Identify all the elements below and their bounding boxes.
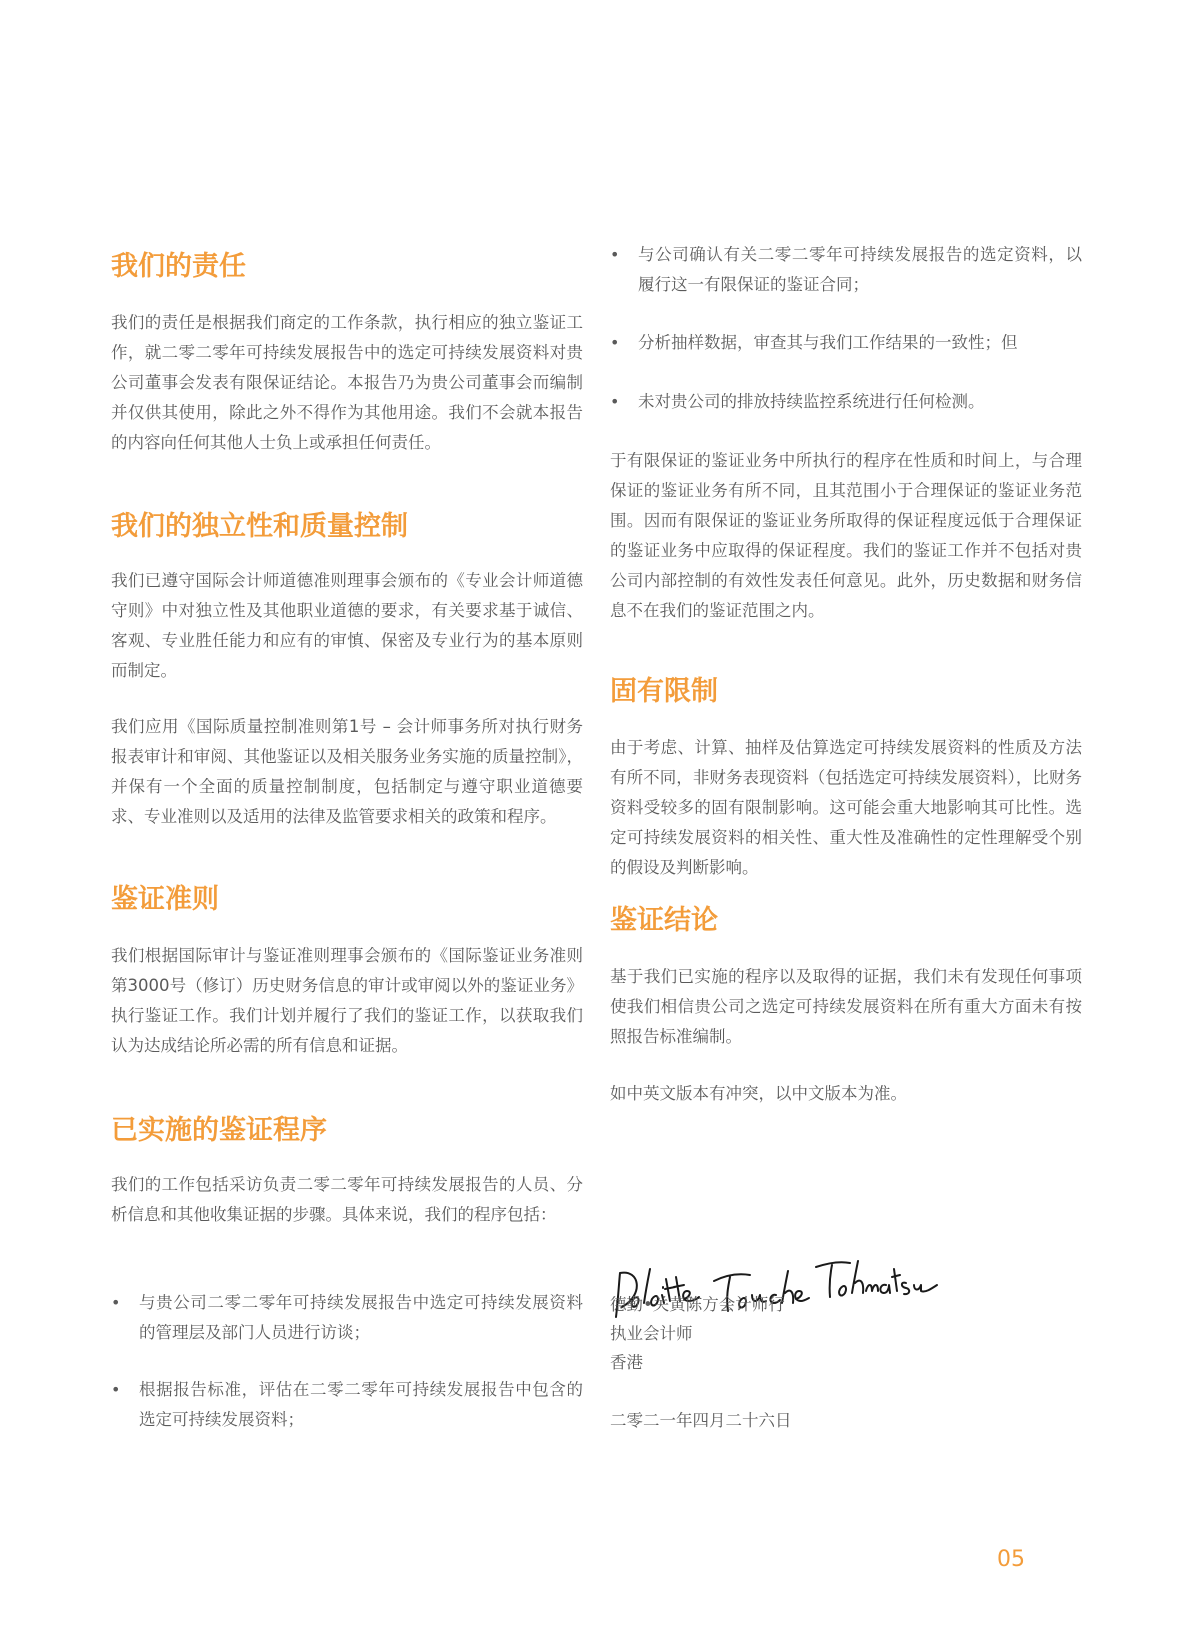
heading-standards: 鉴证准则 — [111, 884, 219, 915]
independence-paragraph-2: 我们应用《国际质量控制准则第1号 – 会计师事务所对执行财务报表审计和审阅、其他鉴证以及相关服务业务实施的质量控制》，并保有一个全面的质量控制制度，包括制定与遵守职业道德要求、专业准则以及适用的法律及监管要求相关的政策和程序。 — [111, 717, 583, 826]
independence-paragraph-1: 我们已遵守国际会计师道德准则理事会颁布的《专业会计师道德守则》中对独立性及其他职业道德的要求，有关要求基于诚信、客观、专业胜任能力和应有的审慎、保密及专业行为的基本原则而制定。 — [111, 571, 583, 680]
heading-responsibility: 我们的责任 — [111, 251, 246, 282]
heading-conclusion: 鉴证结论 — [610, 905, 718, 936]
standards-paragraph: 我们根据国际审计与鉴证准则理事会颁布的《国际鉴证业务准则第3000号（修订）历史财务信息的审计或审阅以外的鉴证业务》执行鉴证工作。我们计划并履行了我们的鉴证工作，以获取我们认为达成结论所必需的所有信息和证据。 — [111, 946, 583, 1055]
bullet-icon: • — [610, 245, 620, 264]
list-item: • 与贵公司二零二零年可持续发展报告中选定可持续发展资料的管理层及部门人员进行访谈； — [111, 1288, 583, 1348]
heading-procedures: 已实施的鉴证程序 — [111, 1115, 327, 1146]
list-item: • 分析抽样数据，审查其与我们工作结果的一致性；但 — [610, 328, 1082, 358]
signer-location: 香港 — [610, 1353, 643, 1372]
list-item: • 未对贵公司的排放持续监控系统进行任何检测。 — [610, 387, 1082, 417]
list-item: • 根据报告标准，评估在二零二零年可持续发展报告中包含的选定可持续发展资料； — [111, 1375, 583, 1435]
signer-title: 执业会计师 — [610, 1324, 693, 1343]
page-number: 05 — [997, 1547, 1025, 1572]
bullet-icon: • — [610, 333, 620, 352]
bullet-icon: • — [111, 1293, 121, 1312]
limited-assurance-paragraph: 于有限保证的鉴证业务中所执行的程序在性质和时间上，与合理保证的鉴证业务有所不同，且其范围小于合理保证的鉴证业务范围。因而有限保证的鉴证业务所取得的保证程度远低于合理保证的鉴证业务中应取得的保证程度。我们的鉴证工作并不包括对贵公司内部控制的有效性发表任何意见。此外，历史数据和财务信息不在我们的鉴证范围之内。 — [610, 451, 1082, 620]
bullet-icon: • — [111, 1380, 121, 1399]
bullet-icon: • — [610, 392, 620, 411]
procedures-paragraph: 我们的工作包括采访负责二零二零年可持续发展报告的人员、分析信息和其他收集证据的步骤。具体来说，我们的程序包括： — [111, 1175, 583, 1224]
heading-inherent-limitations: 固有限制 — [610, 676, 718, 707]
list-item: • 与公司确认有关二零二零年可持续发展报告的选定资料，以履行这一有限保证的鉴证合同； — [610, 240, 1082, 300]
responsibility-paragraph: 我们的责任是根据我们商定的工作条款，执行相应的独立鉴证工作，就二零二零年可持续发展报告中的选定可持续发展资料对贵公司董事会发表有限保证结论。本报告乃为贵公司董事会而编制并仅供其使用，除此之外不得作为其他用途。我们不会就本报告的内容向任何其他人士负上或承担任何责任。 — [111, 313, 583, 452]
report-date: 二零二一年四月二十六日 — [610, 1411, 792, 1430]
conclusion-paragraph-2: 如中英文版本有冲突，以中文版本为准。 — [610, 1084, 907, 1103]
heading-independence: 我们的独立性和质量控制 — [111, 511, 408, 542]
firm-name: 德勤•关黄陈方会计师行 — [610, 1295, 785, 1314]
inherent-limitations-paragraph: 由于考虑、计算、抽样及估算选定可持续发展资料的性质及方法有所不同，非财务表现资料（包括选定可持续发展资料），比财务资料受较多的固有限制影响。这可能会重大地影响其可比性。选定可持续发展资料的相关性、重大性及准确性的定性理解受个别的假设及判断影响。 — [610, 738, 1082, 877]
conclusion-paragraph-1: 基于我们已实施的程序以及取得的证据，我们未有发现任何事项使我们相信贵公司之选定可持续发展资料在所有重大方面未有按照报告标准编制。 — [610, 967, 1082, 1046]
